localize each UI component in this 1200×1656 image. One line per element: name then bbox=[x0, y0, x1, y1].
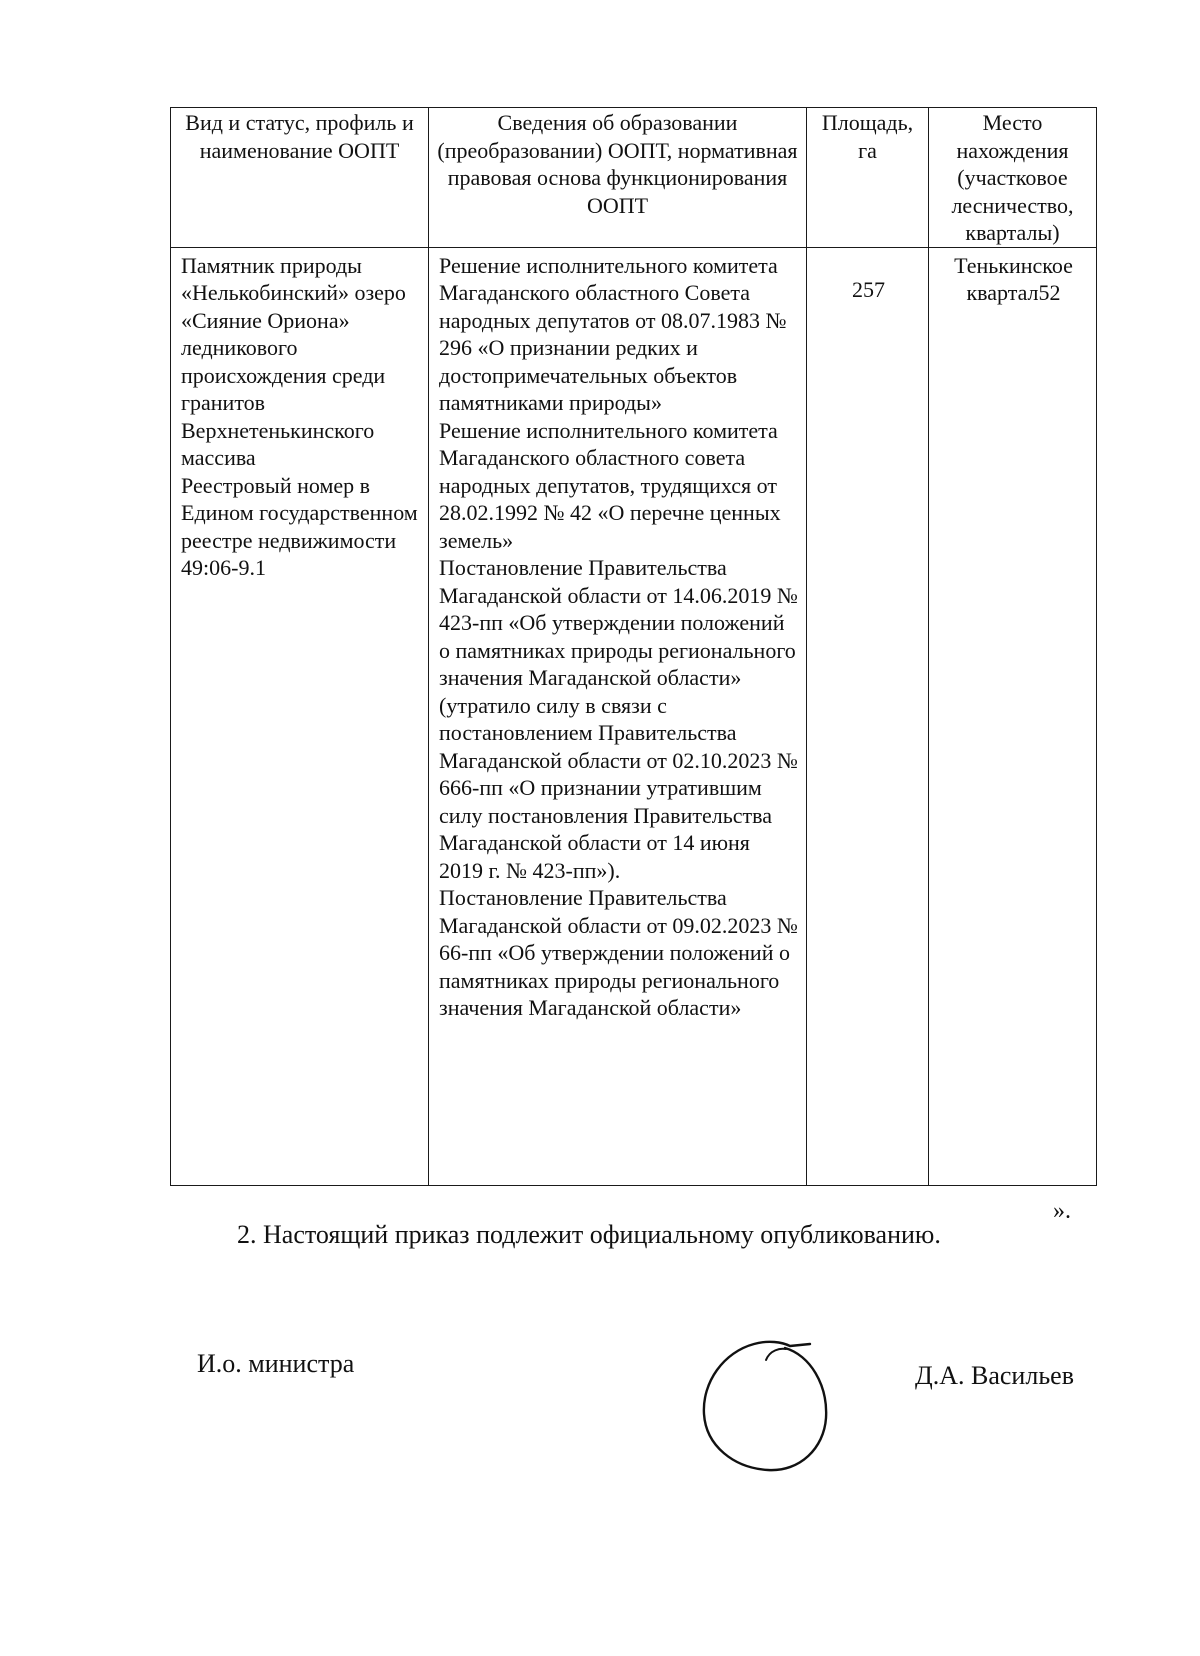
handwritten-signature bbox=[690, 1330, 840, 1480]
header-basis: Сведения об образовании (преобразовании) ООПТ, нормативная правовая основа функционирования ООПТ bbox=[429, 108, 807, 248]
oopt-title: Памятник природы «Нелькобинский» озеро «Сияние Ориона» ледникового происхождения среди гранитов Верхнетенькинского массива bbox=[181, 252, 406, 470]
oopt-table bbox=[170, 107, 1097, 1186]
signatory-role: И.о. министра bbox=[197, 1349, 355, 1378]
cell-location: Тенькинское квартал52 bbox=[929, 247, 1097, 1185]
header-location: Место нахождения (участковое лесничество, кварталы) bbox=[929, 108, 1097, 248]
table-header-row bbox=[171, 108, 1097, 248]
basis-decision-1992: Решение исполнительного комитета Магаданского областного совета народных депутатов, трудящихся от 28.02.1992 № 42 «О перечне ценных земель» bbox=[439, 417, 781, 553]
registry-number: Реестровый номер в Едином государственном реестре недвижимости 49:06-9.1 bbox=[181, 472, 418, 580]
header-area: Площадь, га bbox=[807, 108, 929, 248]
publication-clause: 2. Настоящий приказ подлежит официальному опубликованию. bbox=[237, 1220, 941, 1249]
cell-basis bbox=[429, 247, 807, 1185]
header-name: Вид и статус, профиль и наименование ООПТ bbox=[171, 108, 429, 248]
closing-quote: ». bbox=[1053, 1198, 1071, 1224]
table-row bbox=[171, 247, 1097, 1185]
basis-resolution-2019: Постановление Правительства Магаданской области от 14.06.2019 № 423-пп «Об утверждении положений о памятниках природы регионального значения Магаданской области» (утратило силу в связи с постановлением Правительства Магаданской области от 02.10.2023 № 666-пп «О признании утратившим силу постановления Правительства Магаданской области от 14 июня 2019 г. № 423-пп»). bbox=[439, 555, 798, 883]
cell-area: 257 bbox=[807, 247, 929, 1185]
basis-resolution-2023: Постановление Правительства Магаданской области от 09.02.2023 № 66-пп «Об утверждении положений о памятниках природы регионального значения Магаданской области» bbox=[439, 885, 798, 1020]
cell-name bbox=[171, 247, 429, 1185]
basis-decision-1983: Решение исполнительного комитета Магаданского областного Совета народных депутатов от 08.07.1983 № 296 «О признании редких и достопримечательных объектов памятниками природы» bbox=[439, 252, 787, 415]
signatory-name: Д.А. Васильев bbox=[915, 1361, 1074, 1390]
